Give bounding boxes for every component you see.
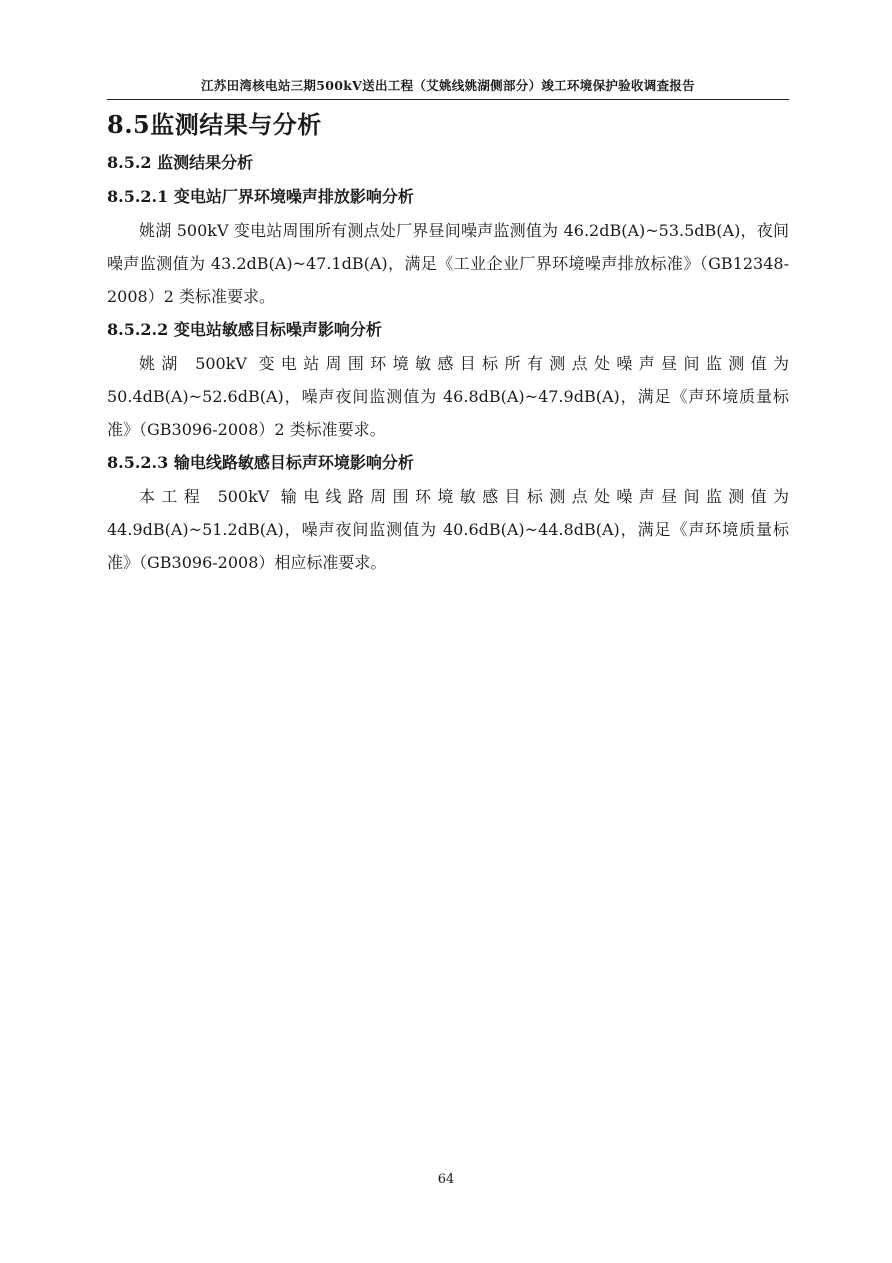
page-number: 64 <box>437 1172 455 1187</box>
heading-8-5-2-2: 8.5.2.2 变电站敏感目标噪声影响分析 <box>107 320 382 339</box>
section-title: 8.5监测结果与分析 <box>107 110 322 139</box>
subsection-heading: 8.5.2 监测结果分析 <box>107 153 254 172</box>
heading-8-5-2-3: 8.5.2.3 输电线路敏感目标声环境影响分析 <box>107 453 414 472</box>
paragraph-8-5-2-2: 姚湖 500kV 变电站周围环境敏感目标所有测点处噪声昼间监测值为 50.4dB(A)~52.6dB(A)，噪声夜间监测值为 46.8dB(A)~47.9dB(A)，满足《声环境质量标准》（GB3096-2008）2 类标准要求。 <box>107 354 789 439</box>
paragraph-8-5-2-3: 本工程 500kV 输电线路周围环境敏感目标测点处噪声昼间监测值为 44.9dB(A)~51.2dB(A)，噪声夜间监测值为 40.6dB(A)~44.8dB(A)，满足《声环境质量标准》（GB3096-2008）相应标准要求。 <box>107 487 789 572</box>
paragraph-8-5-2-1: 姚湖 500kV 变电站周围所有测点处厂界昼间噪声监测值为 46.2dB(A)~53.5dB(A)，夜间噪声监测值为 43.2dB(A)~47.1dB(A)，满足《工业企业厂界环境噪声排放标准》（GB12348-2008）2 类标准要求。 <box>107 221 789 306</box>
page-content <box>107 106 789 579</box>
running-header: 江苏田湾核电站三期500kV送出工程（艾姚线姚湖侧部分）竣工环境保护验收调查报告 <box>201 78 695 93</box>
header-rule <box>107 99 789 100</box>
heading-8-5-2-1: 8.5.2.1 变电站厂界环境噪声排放影响分析 <box>107 187 414 206</box>
